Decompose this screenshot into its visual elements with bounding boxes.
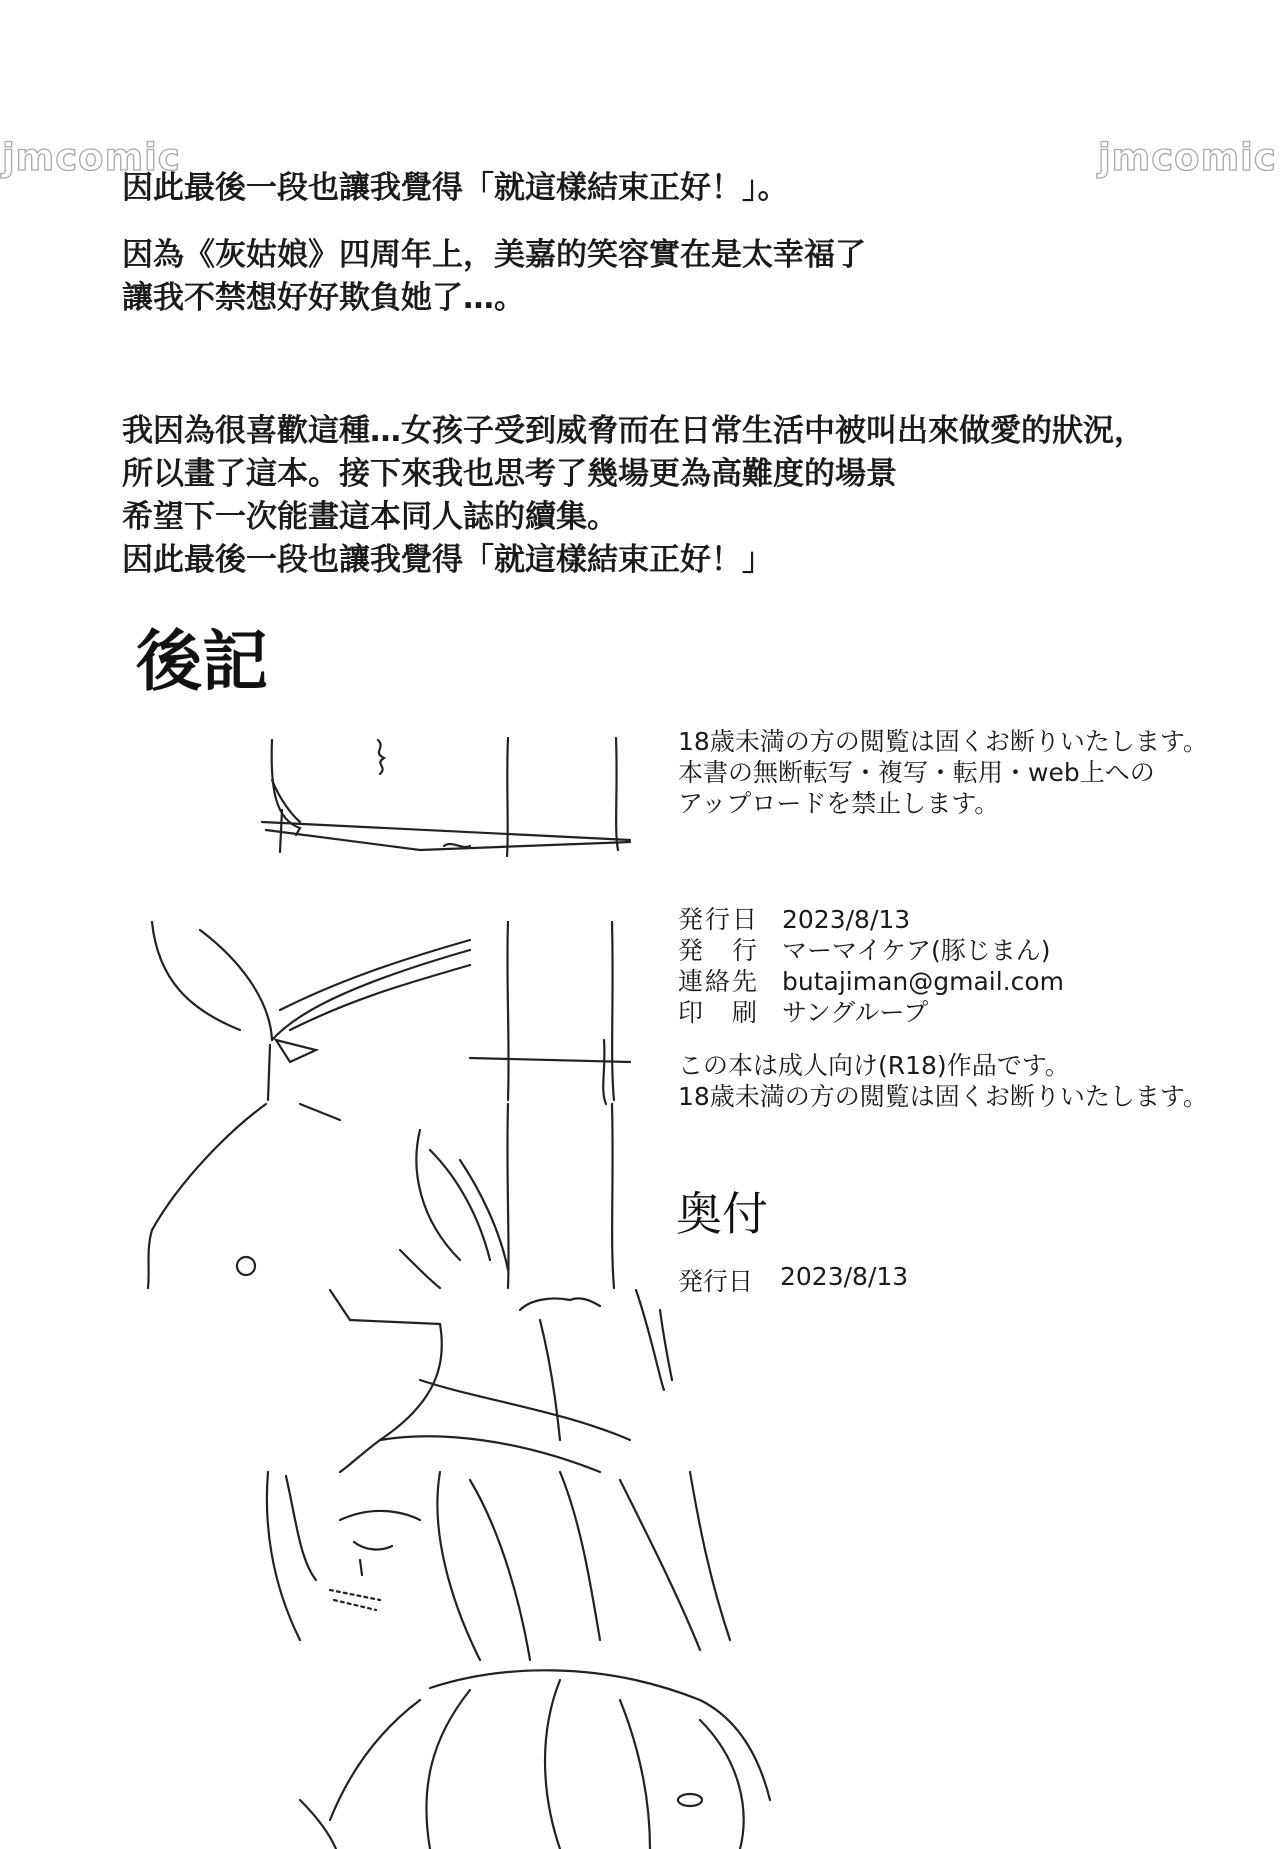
colophon-heading: 奥付 [676, 1187, 768, 1241]
colophon-info [678, 904, 1238, 1112]
notice-minors: 18歳未満の方の閲覧は固くお断りいたします。 [678, 727, 1208, 756]
contact-value: butajiman@gmail.com [782, 967, 1065, 996]
contact-row [678, 966, 1238, 997]
sketch-strip-4 [330, 1290, 672, 1472]
colophon-notice-strip [0, 727, 1280, 818]
afterword-line: 因此最後一段也讓我覺得「就這樣結束正好！」 [122, 542, 773, 578]
printer-row [678, 997, 1238, 1028]
publisher-row [678, 935, 1238, 966]
sketch-strip-3 [148, 1104, 614, 1288]
afterword-heading: 後記 [136, 623, 268, 700]
afterword-line: 因此最後一段也讓我覺得「就這樣結束正好！」。 [122, 170, 789, 206]
release-label: 発行日 [678, 905, 760, 934]
sketch-strip-5 [267, 1472, 730, 1660]
afterword-line: 所以畫了這本。接下來我也思考了幾場更為高難度的場景 [122, 456, 897, 492]
notice-copy-line-1: 本書の無断転写・複写・転用・web上への [678, 758, 1155, 787]
publisher-label: 発 行 [678, 936, 760, 965]
release-date: 2023/8/13 [782, 905, 911, 934]
release-row [678, 904, 1238, 935]
release-date-value: 2023/8/13 [780, 1262, 909, 1291]
release-date-label: 発行日 [678, 1267, 754, 1296]
printer-label: 印 刷 [678, 998, 760, 1027]
afterword-line: 因為《灰姑娘》四周年上，美嘉的笑容實在是太幸福了 [122, 237, 866, 273]
notice-copy-line-2: アップロードを禁止します。 [678, 789, 1000, 818]
publisher-value: マーマイケア(豚じまん) [782, 936, 1051, 965]
afterword-line: 我因為很喜歡這種…女孩子受到威脅而在日常生活中被叫出來做愛的狀況， [122, 413, 1145, 449]
afterword-line: 讓我不禁想好好欺負她了…。 [122, 280, 525, 316]
printer-value: サングループ [782, 998, 929, 1027]
notice-minors-repeat: 18歳未満の方の閲覧は固くお断りいたします。 [678, 1082, 1208, 1111]
contact-label: 連絡先 [678, 967, 760, 996]
sketch-strip-6 [300, 1670, 770, 1849]
release-date-row [678, 1262, 909, 1296]
notice-adult: この本は成人向け(R18)作品です。 [678, 1051, 1070, 1080]
watermark-logo-left: jmcomic [2, 136, 181, 179]
watermark-logo-right: jmcomic [1098, 136, 1277, 179]
colophon-notices [678, 726, 1238, 819]
afterword-line: 希望下一次能畫這本同人誌的續集。 [122, 499, 618, 535]
colophon-info-strip [0, 905, 1280, 1111]
